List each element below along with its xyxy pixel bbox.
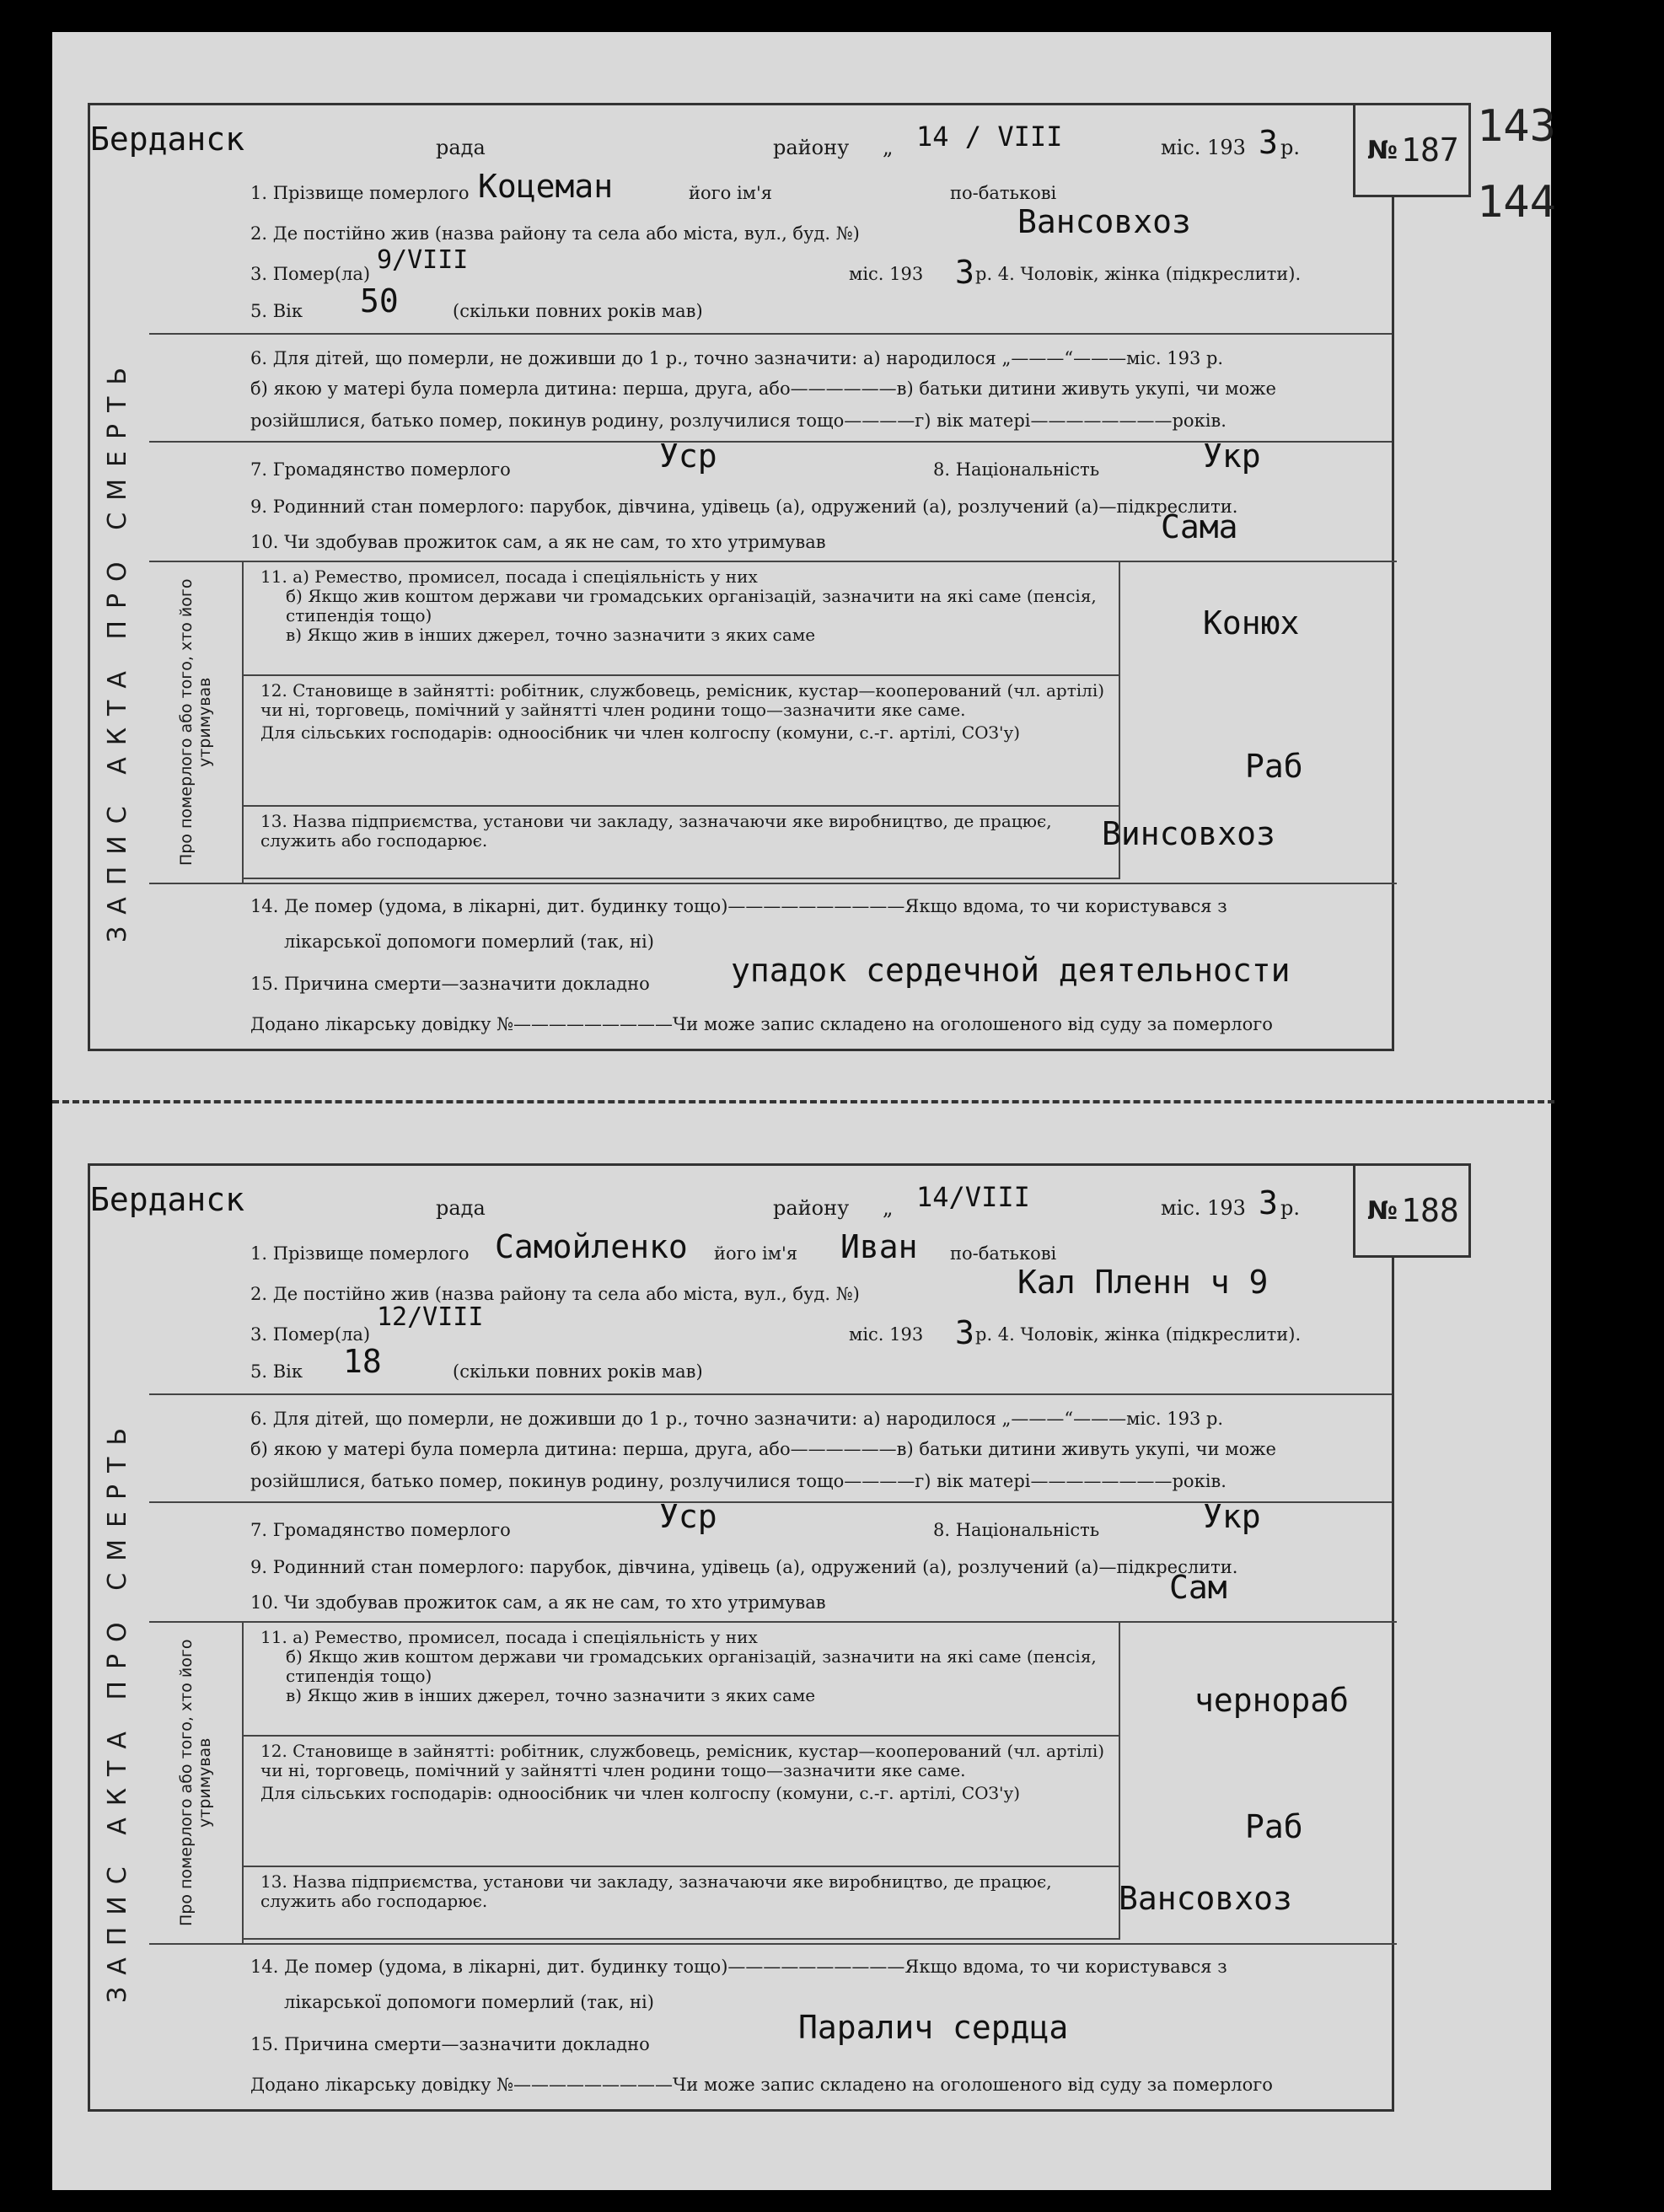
record-number: 188	[1401, 1192, 1459, 1229]
name-value: Иван	[840, 1228, 918, 1265]
archive-page-number: 143	[1477, 101, 1556, 152]
died-date-value: 9/VIII	[377, 245, 469, 275]
rada-value: Берданск	[90, 121, 245, 158]
nationality-value: Укр	[1203, 438, 1261, 475]
supporter-value: Сама	[1161, 508, 1238, 545]
supporter-value: Сам	[1169, 1569, 1227, 1606]
citizenship-value: Уср	[659, 438, 717, 475]
record-number-box: № 188	[1353, 1163, 1471, 1258]
cause-value: Паралич сердца	[798, 2009, 1069, 2046]
nationality-value: Укр	[1203, 1498, 1261, 1535]
enterprise-value: Винсовхоз	[1102, 815, 1275, 852]
surname-value: Коцеман	[478, 168, 614, 205]
field-13: 13. Назва підприємства, установи чи закладу, зазначаючи яке виробництво, де працює, служить або господарює.	[244, 807, 1120, 879]
field-12: 12. Становище в зайнятті: робітник, службовець, ремісник, кустар—кооперований (чл. артілі) чи ні, торговець, помічний у зайнятті член родини тощо—зазначити яке саме. Для сільських господарів: одноосібник чи член колгоспу (комуни, с.-г. артілі, СОЗ'у)	[244, 676, 1120, 807]
death-record-form-1: № 187 Берданск рада району „ 14 / VIII міс. 193 3 р. ЗАПИС АКТА ПРО СМЕРТЬ 1. Прізвище померлого Коцеман його ім'я по-батькові 2. Де постійно жив (назва району та села або міста, вул., буд. №) Вансовхоз 3. Помер(ла) 9/VIII міс. 193 3 р. 4. Чоловік, жінка (підкреслити). 5. Вік 50 (скільки повних років мав) 6. Для дітей, що померли, не доживши до 1 р., точно зазначити: а) народилося „———“———міс. 193 р. б) якою у матері була померла дитина: перша, друга, або——————в) батьки дитини живуть укупі, чи може розійшлися, батько помер, покинув родину, розлучилися тощо————г) вік матері————————років. 7. Громадянство померлого Уср 8. Національність Укр 9. Родинний стан померлого: парубок, дівчина, удівець (а), одружений (а), розлучений (а)—підкреслити. 10. Чи здобував прожиток сам, а як не сам, то хто утримував Сама Про померлого або того, хто його утримував 11. а) Ремество, промисел, посада і спеціяльність у них б) Якщо жив коштом держави чи громадських організацій, зазначити на які саме (пенсія, стипендія тощо) в) Якщо жив в інших джерел, точно зазначити з яких саме Конюх 12. Становище в зайнятті: робітник, службовець, ремісник, кустар—кооперований (чл. артілі) чи ні, торговець, помічний у зайнятті член родини тощо—зазначити яке саме. Для сільських господарів: одноосібник чи член колгоспу (комуни, с.-г. артілі, СОЗ'у) Раб 13. Назва підприємства, установи чи закладу, зазначаючи яке виробництво, де працює, служить або господарює. Винсовхоз 14. Де помер (удома, в лікарні, дит. будинку тощо)——————————Якщо вдома, то чи користувався з лікарської допомоги померлий (так, ні) 15. Причина смерти—зазначити докладно упадок сердечной деятельности Додано лікарську довідку №—————————Чи може запис складено на оголошеного від суду за померлого	[88, 103, 1394, 1051]
age-value: 18	[343, 1343, 382, 1380]
surname-value: Самойленко	[495, 1228, 688, 1265]
form-header: Берданск рада району „ 14/VIII міс. 193 3 р.	[90, 1181, 1300, 1221]
occupation-value: чернораб	[1194, 1682, 1350, 1719]
rayon-label: району	[773, 136, 850, 159]
field-11: 11. а) Ремество, промисел, посада і спеціяльність у них б) Якщо жив коштом держави чи громадських організацій, зазначити на які саме (пенсія, стипендія тощо) в) Якщо жив в інших джерел, точно зазначити з яких саме	[244, 1623, 1120, 1737]
occupation-value: Конюх	[1203, 604, 1300, 642]
month-label: міс. 193	[1161, 136, 1246, 159]
died-date-value: 12/VIII	[377, 1302, 484, 1332]
vertical-title: ЗАПИС АКТА ПРО СМЕРТЬ	[102, 1415, 132, 2004]
rada-label: рада	[436, 1196, 486, 1220]
rada-value: Берданск	[90, 1181, 245, 1218]
occupation-section: Про померлого або того, хто його утримував 11. а) Ремество, промисел, посада і спеціяльність у них б) Якщо жив коштом держави чи громадських організацій, зазначити на які саме (пенсія, стипендія тощо) в) Якщо жив в інших джерел, точно зазначити з яких саме чернораб 12. Становище в зайнятті: робітник, службовець, ремісник, кустар—кооперований (чл. артілі) чи ні, торговець, помічний у зайнятті член родини тощо—зазначити яке саме. Для сільських господарів: одноосібник чи член колгоспу (комуни, с.-г. артілі, СОЗ'у) Раб 13. Назва підприємства, установи чи закладу, зазначаючи яке виробництво, де працює, служить або господарює. Вансовхоз	[149, 1621, 1397, 1945]
date-value: 14 / VIII	[916, 121, 1063, 153]
month-label: міс. 193	[1161, 1196, 1246, 1220]
field-12: 12. Становище в зайнятті: робітник, службовець, ремісник, кустар—кооперований (чл. артілі) чи ні, торговець, помічний у зайнятті член родини тощо—зазначити яке саме. Для сільських господарів: одноосібник чи член колгоспу (комуни, с.-г. артілі, СОЗ'у)	[244, 1737, 1120, 1867]
record-number-box: № 187	[1353, 103, 1471, 197]
residence-value: Кал Пленн ч 9	[1017, 1264, 1269, 1301]
vertical-title: ЗАПИС АКТА ПРО СМЕРТЬ	[102, 355, 132, 943]
field-11: 11. а) Ремество, промисел, посада і спеціяльність у них б) Якщо жив коштом держави чи громадських організацій, зазначити на які саме (пенсія, стипендія тощо) в) Якщо жив в інших джерел, точно зазначити з яких саме	[244, 562, 1120, 676]
field-13: 13. Назва підприємства, установи чи закладу, зазначаючи яке виробництво, де працює, служить або господарює.	[244, 1867, 1120, 1940]
form-header: Берданск рада району „ 14 / VIII міс. 193 3 р.	[90, 121, 1300, 161]
death-record-form-2: № 188 Берданск рада району „ 14/VIII міс. 193 3 р. ЗАПИС АКТА ПРО СМЕРТЬ 1. Прізвище померлого Самойленко його ім'я Иван по-батькові 2. Де постійно жив (назва району та села або міста, вул., буд. №) Кал Пленн ч 9 3. Помер(ла) 12/VIII міс. 193 3 р. 4. Чоловік, жінка (підкреслити). 5. Вік 18 (скільки повних років мав) 6. Для дітей, що померли, не доживши до 1 р., точно зазначити: а) народилося „———“———міс. 193 р. б) якою у матері була померла дитина: перша, друга, або——————в) батьки дитини живуть укупі, чи може розійшлися, батько помер, покинув родину, розлучилися тощо————г) вік матері————————років. 7. Громадянство померлого Уср 8. Національність Укр 9. Родинний стан померлого: парубок, дівчина, удівець (а), одружений (а), розлучений (а)—підкреслити. 10. Чи здобував прожиток сам, а як не сам, то хто утримував Сам Про померлого або того, хто його утримував 11. а) Ремество, промисел, посада і спеціяльність у них б) Якщо жив коштом держави чи громадських організацій, зазначити на які саме (пенсія, стипендія тощо) в) Якщо жив в інших джерел, точно зазначити з яких саме чернораб 12. Становище в зайнятті: робітник, службовець, ремісник, кустар—кооперований (чл. артілі) чи ні, торговець, помічний у зайнятті член родини тощо—зазначити яке саме. Для сільських господарів: одноосібник чи член колгоспу (комуни, с.-г. артілі, СОЗ'у) Раб 13. Назва підприємства, установи чи закладу, зазначаючи яке виробництво, де працює, служить або господарює. Вансовхоз 14. Де помер (удома, в лікарні, дит. будинку тощо)——————————Якщо вдома, то чи користувався з лікарської допомоги померлий (так, ні) 15. Причина смерти—зазначити докладно Паралич сердца Додано лікарську довідку №—————————Чи може запис складено на оголошеного від суду за померлого	[88, 1163, 1394, 2112]
enterprise-value: Вансовхоз	[1119, 1880, 1292, 1917]
citizenship-value: Уср	[659, 1498, 717, 1535]
date-value: 14/VIII	[916, 1181, 1030, 1213]
occupation-section: Про померлого або того, хто його утримував 11. а) Ремество, промисел, посада і спеціяльність у них б) Якщо жив коштом держави чи громадських організацій, зазначити на які саме (пенсія, стипендія тощо) в) Якщо жив в інших джерел, точно зазначити з яких саме Конюх 12. Становище в зайнятті: робітник, службовець, ремісник, кустар—кооперований (чл. артілі) чи ні, торговець, помічний у зайнятті член родини тощо—зазначити яке саме. Для сільських господарів: одноосібник чи член колгоспу (комуни, с.-г. артілі, СОЗ'у) Раб 13. Назва підприємства, установи чи закладу, зазначаючи яке виробництво, де працює, служить або господарює. Винсовхоз	[149, 561, 1397, 884]
rada-label: рада	[436, 136, 486, 159]
residence-value: Вансовхоз	[1017, 203, 1191, 240]
cut-line	[52, 1100, 1554, 1103]
age-value: 50	[360, 282, 399, 319]
archive-page-number-alt: 144	[1477, 177, 1556, 228]
status-value: Раб	[1245, 1808, 1303, 1845]
record-number: 187	[1401, 132, 1459, 169]
cause-value: упадок сердечной деятельности	[731, 952, 1291, 989]
rayon-label: району	[773, 1196, 850, 1220]
status-value: Раб	[1245, 748, 1303, 785]
